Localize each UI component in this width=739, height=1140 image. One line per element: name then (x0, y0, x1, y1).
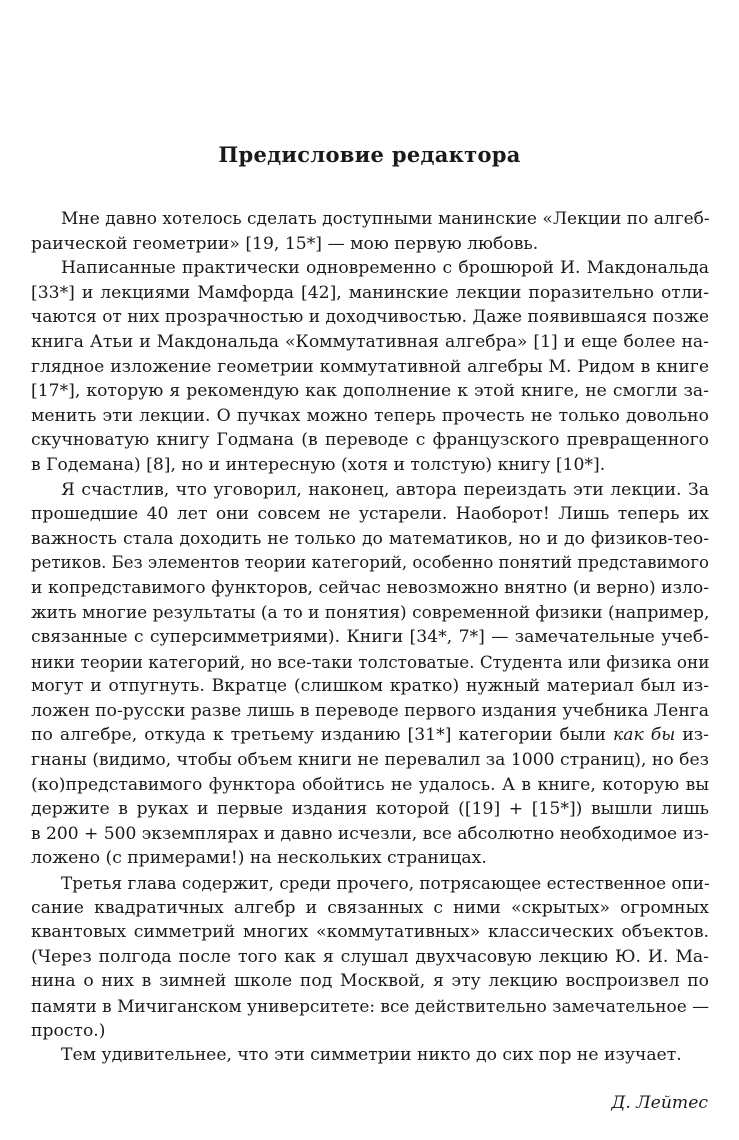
text-line: жить многие результаты (а то и понятия) современной физики (например, (31, 602, 710, 623)
text-line: (ко)представимого функтора обойтись не удалось. А в книге, которую вы (31, 774, 709, 795)
text-line: [33*] и лекциями Мамфорда [42], манинские лекции поразительно отли- (31, 282, 709, 303)
text-line: просто.) (31, 1020, 106, 1041)
text-line: в 200 + 500 экземплярах и давно исчезли, все абсолютно необходимое из- (31, 823, 710, 844)
text-line: памяти в Мичиганском университете: все действительно замечательное — (31, 996, 709, 1016)
text-line: квантовых симметрий многих «коммутативных» классических объектов. (31, 922, 709, 943)
text-line: Я счастлив, что уговорил, наконец, автора переиздать эти лекции. За (61, 479, 709, 500)
text-line: ретиков. Без элементов теории категорий, особенно понятий представимого (31, 553, 709, 573)
page-title: Предисловие редактора (218, 142, 521, 167)
body-text (31, 207, 709, 1068)
text-line: чаются от них прозрачностью и доходчивостью. Даже появившаяся позже (31, 307, 709, 328)
text-line: могут и отпугнуть. Вкратце (слишком кратко) нужный материал был из- (31, 676, 709, 697)
text-line: прошедшие 40 лет они совсем не устарели. Наоборот! Лишь теперь их (31, 504, 709, 525)
text-line: в Годемана) [8], но и интересную (хотя и толстую) книгу [10*]. (31, 454, 606, 475)
text-line: связанные с суперсимметриями). Книги [34*, 7*] — замечательные учеб- (31, 627, 709, 648)
text-line: сание квадратичных алгебр и связанных с ними «скрытых» огромных (31, 897, 709, 918)
text-line: важность стала доходить не только до математиков, но и до физиков-тео- (31, 528, 709, 549)
text-line: держите в руках и первые издания которой ([19] + [15*]) вышли лишь (31, 799, 709, 820)
text-line: ники теории категорий, но все-таки толстоватые. Студента или физика они (31, 651, 710, 672)
text-line: книга Атьи и Макдональда «Коммутативная алгебра» [1] и еще более на- (31, 331, 709, 352)
text-line: Написанные практически одновременно с брошюрой И. Макдональда (61, 258, 709, 279)
text-line: ложен по-русски разве лишь в переводе первого издания учебника Ленга (31, 700, 710, 721)
text-line: и копредставимого функторов, сейчас невозможно внятно (и верно) изло- (31, 577, 709, 598)
text-line: (Через полгода после того как я слушал двухчасовую лекцию Ю. И. Ма- (31, 946, 709, 967)
signature: Д. Лейтес (611, 1093, 708, 1113)
text-line: Тем удивительнее, что эти симметрии никто до сих пор не изучает. (61, 1045, 682, 1066)
text-line: Третья глава содержит, среди прочего, потрясающее естественное опи- (61, 873, 710, 894)
text-line: Мне давно хотелось сделать доступными манинские «Лекции по алгеб- (61, 209, 710, 229)
emphasis: как бы (612, 725, 676, 746)
text-line: [17*], которую я рекомендую как дополнение к этой книге, не смогли за- (31, 381, 709, 402)
text-line: глядное изложение геометрии коммутативной алгебры М. Ридом в книге (31, 356, 709, 377)
text-line: нина о них в зимней школе под Москвой, я эту лекцию воспроизвел по (31, 971, 709, 992)
text-line: по алгебре, откуда к третьему изданию [31*] категории были как бы из- (31, 725, 709, 746)
text-line: ложено (с примерами!) на нескольких страницах. (31, 848, 487, 869)
text-line: менить эти лекции. О пучках можно теперь прочесть не только довольно (31, 405, 709, 426)
text-line: скучноватую книгу Годмана (в переводе с французского превращенного (31, 430, 709, 451)
text-line: раической геометрии» [19, 15*] — мою первую любовь. (31, 233, 539, 254)
text-line: гнаны (видимо, чтобы объем книги не перевалил за 1000 страниц), но без (31, 750, 709, 771)
